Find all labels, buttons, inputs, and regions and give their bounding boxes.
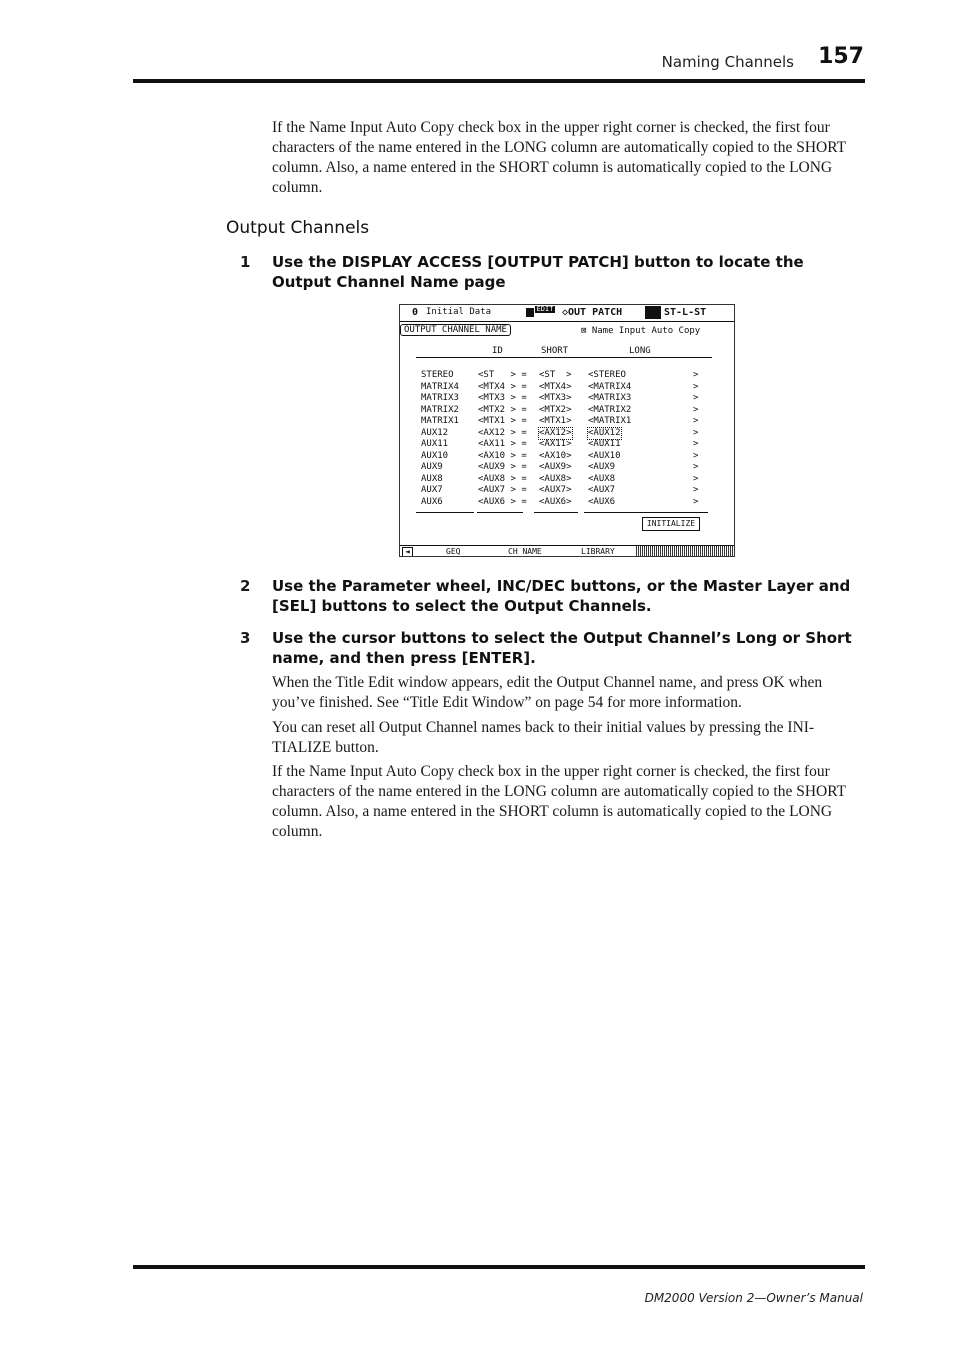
channel-long-cell[interactable]: <AUX11 — [588, 439, 621, 449]
channel-short-cell[interactable]: <MTX1> — [539, 416, 572, 426]
lcd-r-icon — [526, 308, 534, 317]
footer-text: DM2000 Version 2—Owner’s Manual — [644, 1291, 863, 1305]
channel-name-cell: STEREO — [421, 370, 454, 380]
tab-library[interactable]: LIBRARY — [581, 547, 615, 556]
intro-paragraph: If the Name Input Auto Copy check box in the upper right corner is checked, the first four characters of the name entered in the LONG column are automatically copied to the SHORT column. Also, a name entered in the SHORT column is automatically copied to the LONG column. — [272, 119, 846, 196]
step-number: 3 — [240, 629, 251, 647]
channel-short-cell[interactable]: <MTX4> — [539, 381, 572, 392]
footer-rule — [133, 1265, 865, 1269]
column-header-id: ID — [492, 346, 503, 356]
channel-long-end-cell: > — [693, 450, 699, 461]
step-number: 2 — [240, 577, 251, 595]
lcd-title-bar — [400, 305, 734, 322]
tab-bar-fill — [636, 546, 734, 556]
channel-short-cell[interactable]: <AX10> — [539, 450, 572, 461]
channel-id-cell: <AUX8 > = — [478, 473, 527, 484]
header-rule — [133, 79, 865, 83]
footer-divider — [477, 512, 523, 513]
channel-long-cell[interactable]: <MATRIX2 — [588, 404, 632, 415]
header-divider — [416, 357, 712, 358]
channel-long-end-cell: > — [693, 404, 699, 415]
lcd-scene-number: 0 — [412, 307, 419, 318]
channel-name-cell: AUX12 — [421, 427, 449, 438]
channel-long-cell[interactable]: <MATRIX1 — [588, 416, 632, 426]
channel-id-cell: <ST > = — [478, 370, 527, 380]
footer-divider — [584, 512, 708, 513]
initialize-button[interactable]: INITIALIZE — [642, 517, 700, 531]
channel-id-cell: <AX10 > = — [478, 450, 527, 461]
lcd-page-tag: OUTPUT CHANNEL NAME — [400, 324, 511, 336]
channel-id-cell: <MTX2 > = — [478, 404, 527, 415]
step-number: 1 — [240, 253, 251, 271]
channel-id-cell: <AX12 > = — [478, 427, 527, 438]
step-text: Use the cursor buttons to select the Output Channel’s Long or Short name, and then press [ENTER]. — [272, 629, 852, 667]
channel-long-cell[interactable]: <MATRIX4 — [588, 381, 632, 392]
footer-divider — [534, 512, 578, 513]
step-text: Use the DISPLAY ACCESS [OUTPUT PATCH] button to locate the Output Channel Name page — [272, 253, 804, 291]
column-header-short: SHORT — [541, 346, 569, 356]
channel-id-cell: <MTX3 > = — [478, 393, 527, 403]
channel-long-cell[interactable]: <AUX12 — [588, 427, 621, 438]
tab-geq[interactable]: GEQ — [446, 547, 461, 556]
lcd-page-title: ◇OUT PATCH — [562, 307, 623, 318]
channel-long-cell[interactable]: <AUX8 — [588, 473, 616, 484]
channel-long-end-cell: > — [693, 370, 699, 380]
auto-copy-checkbox[interactable]: ⊠ Name Input Auto Copy — [581, 326, 701, 336]
channel-id-cell: <AX11 > = — [478, 439, 527, 449]
channel-id-cell: <AUX9 > = — [478, 462, 527, 472]
lcd-layer-icon — [645, 306, 661, 319]
channel-id-cell: <AUX7 > = — [478, 485, 527, 495]
channel-short-cell[interactable]: <AX11> — [539, 439, 572, 449]
step-paragraph: When the Title Edit window appears, edit the Output Channel name, and press OK when you’ve finished. See “Title Edit Window” on page 54 for more information. — [272, 674, 823, 711]
channel-id-cell: <MTX4 > = — [478, 381, 527, 392]
channel-long-end-cell: > — [693, 473, 699, 484]
channel-id-cell: <MTX1 > = — [478, 416, 527, 426]
channel-long-end-cell: > — [693, 393, 699, 403]
channel-name-cell: AUX10 — [421, 450, 449, 461]
channel-name-cell: AUX8 — [421, 473, 443, 484]
section-title: Output Channels — [226, 218, 370, 238]
channel-name-cell: AUX11 — [421, 439, 449, 449]
channel-long-end-cell: > — [693, 416, 699, 426]
step-text: Use the Parameter wheel, INC/DEC buttons, or the Master Layer and [SEL] buttons to select the Output Channels. — [272, 577, 851, 615]
channel-name-cell: MATRIX2 — [421, 404, 459, 415]
tab-back-button[interactable]: ◄ — [402, 547, 413, 557]
step-paragraph: If the Name Input Auto Copy check box in the upper right corner is checked, the first four characters of the name entered in the LONG column are automatically copied to the SHORT column. Also, a name entered in the SHORT column is automatically copied to the LONG column. — [272, 763, 846, 840]
lcd-layer: ST-L-ST — [664, 307, 707, 318]
page-number: 157 — [818, 44, 864, 69]
channel-short-cell[interactable]: <AUX7> — [539, 485, 572, 495]
channel-long-cell[interactable]: <STEREO — [588, 370, 626, 380]
channel-short-cell[interactable]: <AX12> — [539, 427, 572, 438]
lcd-edit-badge: EDIT — [536, 305, 554, 313]
channel-long-end-cell: > — [693, 439, 699, 449]
channel-long-cell[interactable]: <AUX10 — [588, 450, 621, 461]
channel-short-cell[interactable]: <MTX2> — [539, 404, 572, 415]
channel-name-cell: MATRIX4 — [421, 381, 459, 392]
tab-ch-name[interactable]: CH NAME — [508, 547, 542, 556]
channel-long-end-cell: > — [693, 381, 699, 392]
channel-long-cell[interactable]: <AUX6 — [588, 496, 616, 507]
channel-short-cell[interactable]: <ST > — [539, 370, 572, 380]
channel-name-cell: AUX6 — [421, 496, 443, 507]
channel-long-end-cell: > — [693, 496, 699, 507]
channel-short-cell[interactable]: <AUX6> — [539, 496, 572, 507]
step-paragraph: You can reset all Output Channel names back to their initial values by pressing the INI-TIALIZE button. — [272, 719, 815, 756]
lcd-screen — [399, 304, 735, 557]
column-header-long: LONG — [629, 346, 651, 356]
footer-divider — [416, 512, 474, 513]
channel-short-cell[interactable]: <AUX8> — [539, 473, 572, 484]
channel-name-cell: AUX9 — [421, 462, 443, 472]
channel-name-cell: MATRIX3 — [421, 393, 459, 403]
channel-short-cell[interactable]: <AUX9> — [539, 462, 572, 472]
channel-long-cell[interactable]: <AUX9 — [588, 462, 616, 472]
channel-id-cell: <AUX6 > = — [478, 496, 527, 507]
channel-short-cell[interactable]: <MTX3> — [539, 393, 572, 403]
channel-long-end-cell: > — [693, 427, 699, 438]
lcd-scene-title: Initial Data — [426, 307, 492, 317]
channel-long-end-cell: > — [693, 485, 699, 495]
channel-long-end-cell: > — [693, 462, 699, 472]
running-header-title: Naming Channels — [661, 53, 794, 71]
channel-name-cell: AUX7 — [421, 485, 443, 495]
channel-name-cell: MATRIX1 — [421, 416, 459, 426]
channel-long-cell[interactable]: <MATRIX3 — [588, 393, 632, 403]
channel-long-cell[interactable]: <AUX7 — [588, 485, 616, 495]
